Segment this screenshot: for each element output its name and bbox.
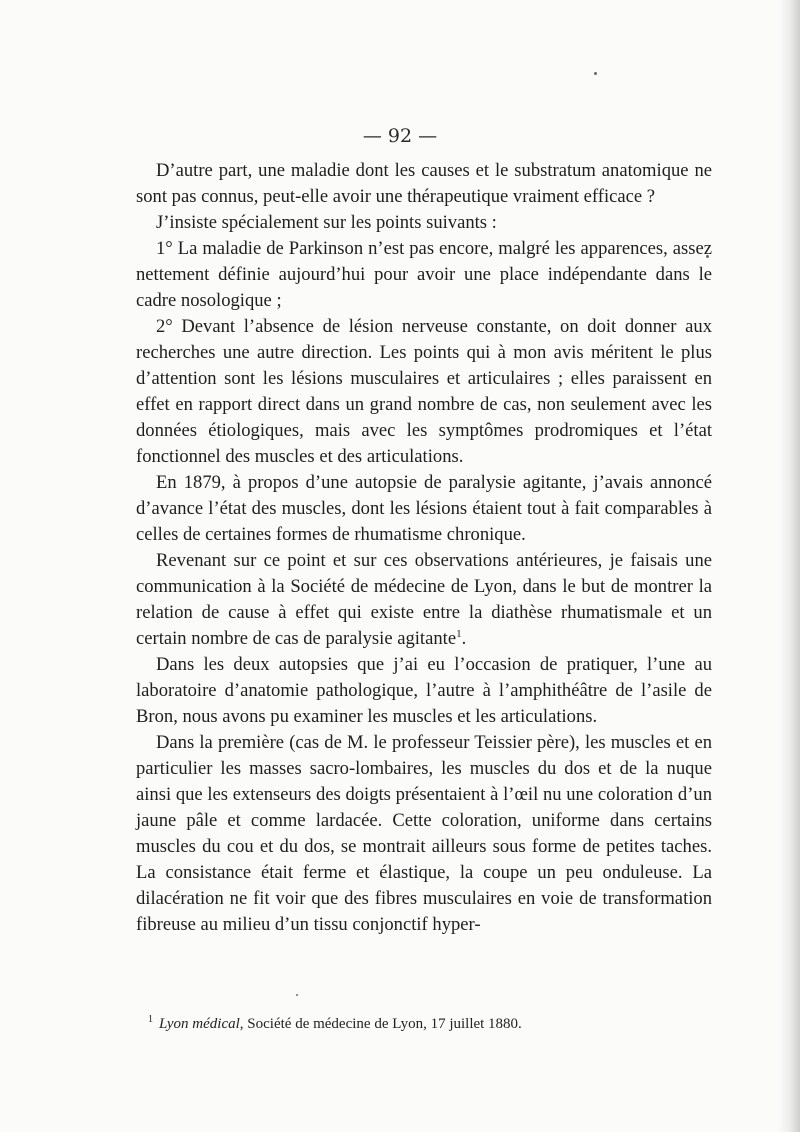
page-number: — 92 — bbox=[362, 125, 438, 147]
footnote-mark: 1 bbox=[148, 1014, 153, 1025]
paragraph: 1° La maladie de Parkinson n’est pas encore, malgré les apparences, assez nettement définie aujourd’hui pour avoir une place indépendante dans le cadre nosologique ; bbox=[136, 238, 712, 311]
footnote-source: Lyon médical bbox=[159, 1016, 240, 1032]
body-text bbox=[136, 158, 712, 938]
paragraph: Dans la première (cas de M. le professeur Teissier père), les muscles et en particulier les masses sacro-lombaires, les muscles du dos et de la nuque ainsi que les extenseurs des doigts présentaient à l’œil nu une coloration d’un jaune pâle et comme lardacée. Cette coloration, uniforme dans certains muscles du cou et du dos, se montrait ailleurs sous forme de petites taches. La consistance était ferme et élastique, la coupe un peu onduleuse. La dilacération ne fit voir que des fibres musculaires en voie de transformation fibreuse au milieu d’un tissu conjonctif hyper- bbox=[136, 732, 712, 935]
paragraph: 2° Devant l’absence de lésion nerveuse constante, on doit donner aux recherches une autre direction. Les points qui à mon avis méritent le plus d’attention sont les lésions musculaires et articulaires ; elles paraissent en effet en rapport direct dans un grand nombre de cas, non seulement avec les données étiologiques, mais avec les symptômes prodromiques et l’état fonctionnel des muscles et des articulations. bbox=[136, 316, 712, 467]
footnote bbox=[148, 1016, 708, 1033]
paragraph: D’autre part, une maladie dont les causes et le substratum anatomique ne sont pas connus, peut-elle avoir une thérapeutique vraiment efficace ? bbox=[136, 160, 712, 207]
paragraph: J’insiste spécialement sur les points suivants : bbox=[156, 212, 497, 233]
paper-speck bbox=[594, 72, 597, 75]
paragraph-tail: . bbox=[461, 628, 467, 649]
paragraph-with-note bbox=[136, 548, 712, 652]
paragraph-text: Revenant sur ce point et sur ces observations antérieures, je faisais une communication à la Société de médecine de Lyon, dans le but de montrer la relation de cause à effet qui existe entre la diathèse rhumatismale et un certain nombre de cas de paralysie agitante bbox=[136, 550, 712, 649]
footnote-text: , Société de médecine de Lyon, 17 juillet 1880. bbox=[239, 1016, 522, 1032]
paragraph: Dans les deux autopsies que j’ai eu l’occasion de pratiquer, l’une au laboratoire d’anatomie pathologique, l’autre à l’amphithéâtre de l’asile de Bron, nous avons pu examiner les muscles et les articulations. bbox=[136, 654, 712, 727]
footnote-reference: 1 bbox=[456, 627, 462, 640]
paragraph: En 1879, à propos d’une autopsie de paralysie agitante, j’avais annoncé d’avance l’état des muscles, dont les lésions étaient tout à fait comparables à celles de certaines formes de rhumatisme chronique. bbox=[136, 472, 712, 545]
paper-speck bbox=[296, 994, 298, 996]
page-edge-shadow bbox=[778, 0, 800, 1132]
